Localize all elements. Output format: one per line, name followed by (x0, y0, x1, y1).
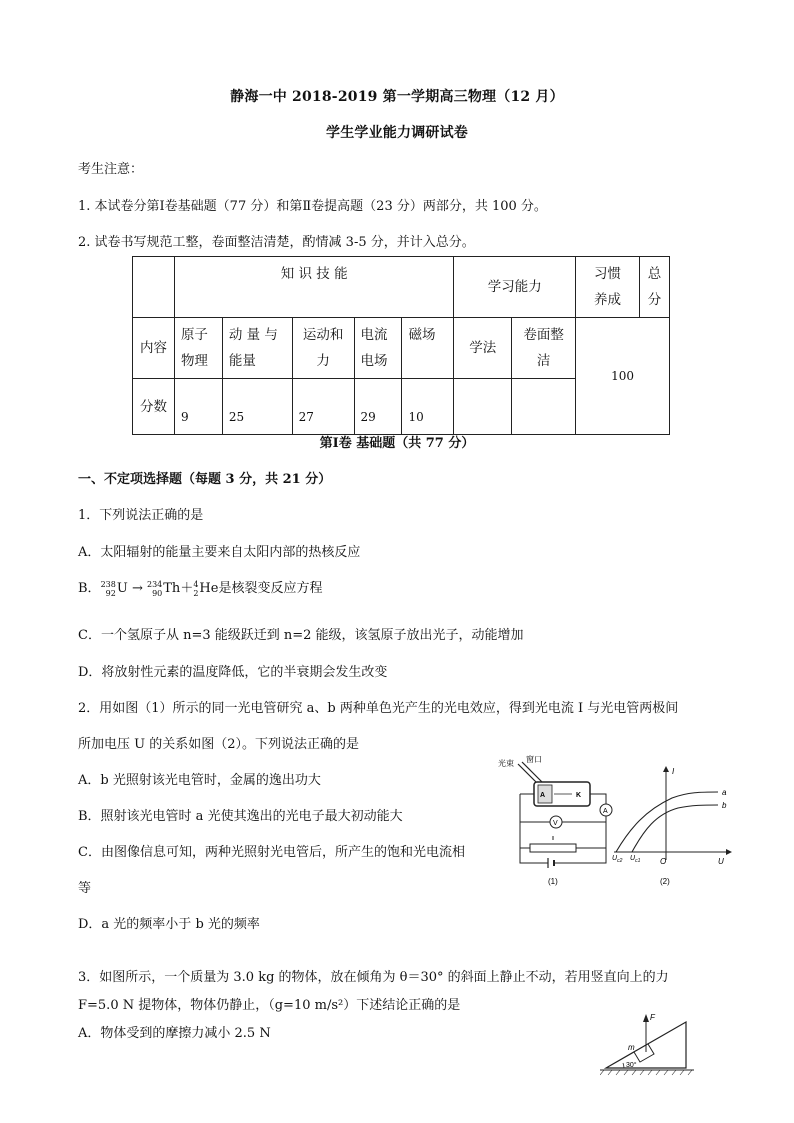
force-arrow-head (643, 1014, 649, 1022)
label-ammeter: A (603, 808, 608, 815)
table-corner (133, 257, 175, 318)
table-cell (454, 379, 512, 435)
table-cell: 电流 电场 (354, 318, 402, 379)
row-label-content: 内容 (133, 318, 175, 379)
i-axis-arrow (663, 766, 669, 772)
q2-option-a: A．b 光照射该光电管时，金属的逸出功大 (78, 773, 321, 788)
u-axis-arrow (726, 849, 732, 855)
q3-option-a: A．物体受到的摩擦力减小 2.5 N (78, 1026, 271, 1041)
table-cell: 10 (402, 379, 454, 435)
exam-title: 静海一中 2018-2019 第一学期高三物理（12 月） (230, 89, 564, 105)
q1-stem: 1．下列说法正确的是 (78, 508, 204, 523)
header-knowledge: 知 识 技 能 (174, 257, 453, 318)
circuit-wire (576, 816, 606, 848)
table-cell: 原子 物理 (174, 318, 222, 379)
notice-heading: 考生注意： (78, 162, 144, 177)
label-light-beam: 光束 (498, 759, 514, 768)
label-uc2: $U_{c2}$ (612, 855, 623, 864)
q1-option-c: C．一个氢原子从 n=3 能级跃迁到 n=2 能级，该氢原子放出光子，动能增加 (78, 628, 524, 643)
label-force: F (650, 1013, 655, 1022)
q2-option-c-1: C．由图像信息可知，两种光照射光电管后，所产生的饱和光电流相 (78, 845, 465, 860)
q2-option-d: D．a 光的频率小于 b 光的频率 (78, 917, 260, 932)
table-cell: 学法 (454, 318, 512, 379)
caption-fig1: (1) (548, 877, 558, 886)
label-anode: A (540, 792, 546, 799)
header-learning: 学习能力 (454, 257, 576, 318)
exam-subtitle: 学生学业能力调研试卷 (326, 125, 468, 141)
label-angle: 30° (626, 1062, 637, 1069)
q1-option-b: B．238 92U → 234 90Th＋4 2He是核裂变反应方程 (78, 579, 323, 598)
notice-item-1: 1. 本试卷分第Ⅰ卷基础题（77 分）和第Ⅱ卷提高题（23 分）两部分，共 100 分。 (78, 199, 547, 214)
section-heading: 一、不定项选择题（每题 3 分，共 21 分） (78, 472, 332, 487)
label-window: 窗口 (526, 755, 542, 764)
header-total: 总 分 (639, 257, 669, 318)
total-score: 100 (576, 318, 670, 435)
label-origin: O (660, 857, 667, 866)
table-cell: 25 (222, 379, 292, 435)
label-cathode: K (576, 792, 582, 799)
q1-option-a: A．太阳辐射的能量主要来自太阳内部的热核反应 (78, 545, 361, 560)
q2-stem-1: 2．用如图（1）所示的同一光电管研究 a、b 两种单色光产生的光电效应，得到光电流 I 与光电管两极间 (78, 701, 679, 716)
q2-stem-2: 所加电压 U 的关系如图（2）。下列说法正确的是 (78, 737, 359, 752)
label-axis-u: U (718, 857, 724, 866)
rheostat-icon (530, 844, 576, 852)
label-uc1: $U_{c1}$ (630, 855, 641, 864)
light-beam-line (522, 762, 544, 784)
header-habit: 习惯 养成 (576, 257, 640, 318)
curve-b (632, 805, 718, 852)
q2-figure (496, 752, 732, 888)
label-curve-b: b (722, 801, 727, 810)
table-cell: 运动和 力 (292, 318, 354, 379)
table-cell: 29 (354, 379, 402, 435)
label-mass: m (628, 1043, 635, 1052)
part1-heading: 第Ⅰ卷 基础题（共 77 分） (319, 436, 475, 451)
circuit-wire (520, 794, 530, 848)
notice-item-2: 2. 试卷书写规范工整，卷面整洁清楚，酌情减 3-5 分，并计入总分。 (78, 235, 475, 250)
q3-stem-2: F=5.0 N 提物体，物体仍静止，（g=10 m/s²）下述结论正确的是 (78, 998, 461, 1013)
q2-option-b: B．照射该光电管时 a 光使其逸出的光电子最大初动能大 (78, 809, 403, 824)
table-cell (512, 379, 576, 435)
q2-option-c-2: 等 (78, 881, 92, 896)
label-voltmeter: V (553, 820, 558, 827)
circuit-wire (590, 794, 606, 804)
table-cell: 9 (174, 379, 222, 435)
q1-option-d: D．将放射性元素的温度降低，它的半衰期会发生改变 (78, 665, 388, 680)
table-cell: 27 (292, 379, 354, 435)
label-curve-a: a (722, 788, 727, 797)
ground-hatch (600, 1070, 692, 1075)
q3-stem-1: 3．如图所示，一个质量为 3.0 kg 的物体，放在倾角为 θ＝30° 的斜面上静止不动，若用竖直向上的力 (78, 970, 669, 985)
caption-fig2: (2) (660, 877, 670, 886)
table-cell: 动 量 与 能量 (222, 318, 292, 379)
table-cell: 磁场 (402, 318, 454, 379)
label-axis-i: I (672, 767, 675, 776)
row-label-score: 分数 (133, 379, 175, 435)
q3-figure (600, 1008, 700, 1076)
score-table (132, 256, 670, 435)
table-cell: 卷面整 洁 (512, 318, 576, 379)
curve-a (616, 792, 718, 852)
